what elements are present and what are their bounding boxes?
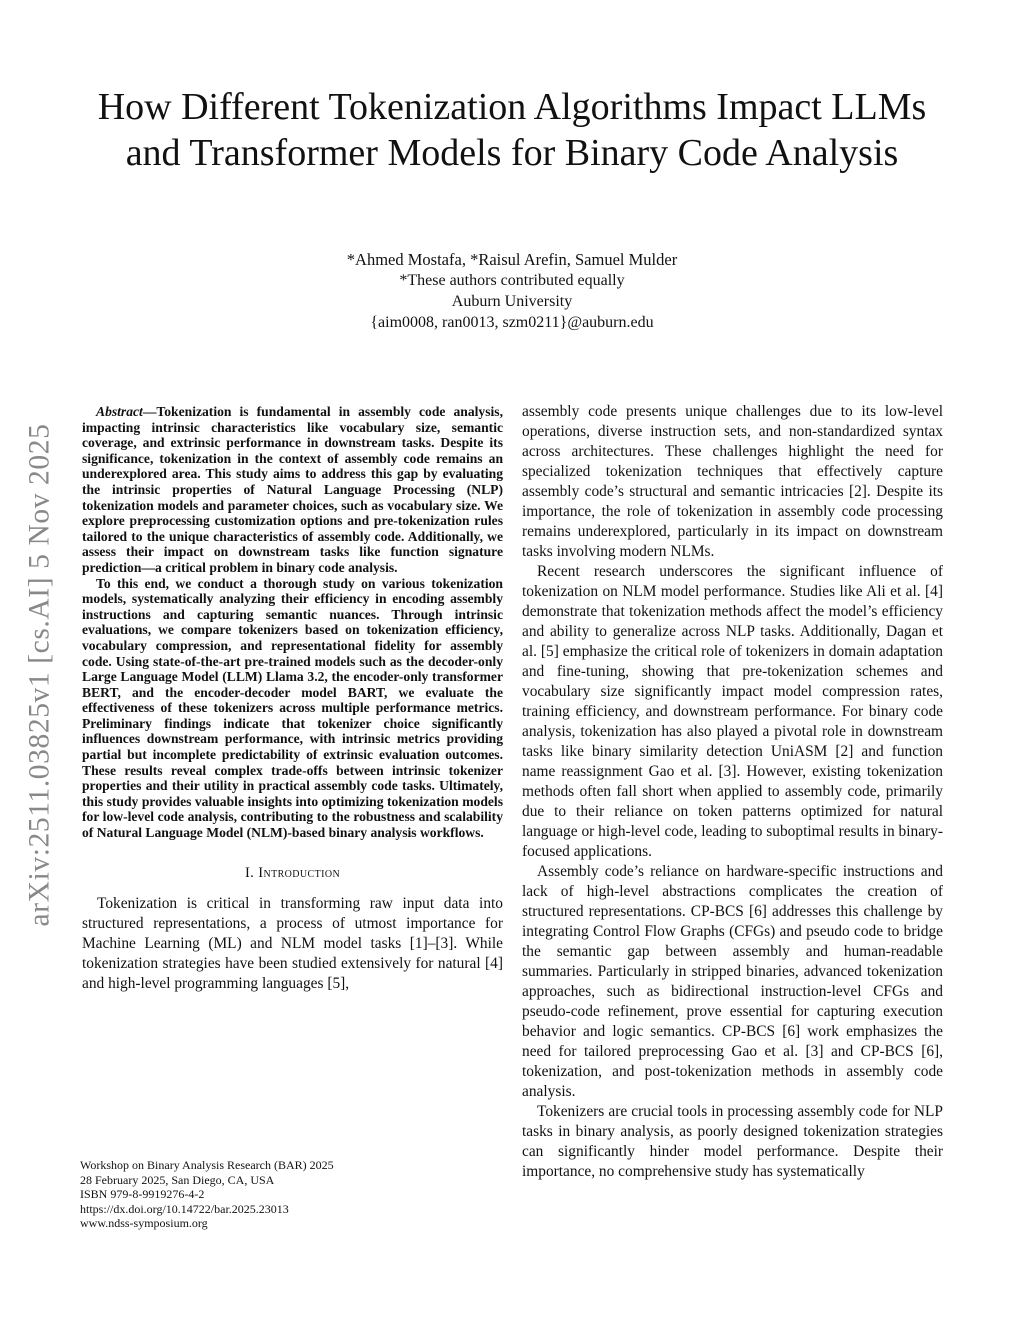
footnote-isbn: ISBN 979-8-9919276-4-2 bbox=[80, 1187, 205, 1202]
author-names: *Ahmed Mostafa, *Raisul Arefin, Samuel Mulder bbox=[346, 250, 678, 269]
footnote-doi: https://dx.doi.org/10.14722/bar.2025.23013 bbox=[80, 1201, 289, 1216]
right-column bbox=[522, 402, 943, 1182]
abstract-text-1: Tokenization is fundamental in assembly code analysis, impacting intrinsic characteristics like vocabulary size, semantic coverage, and extrinsic performance in downstream tasks. Despite its significance, tokenization in the context of assembly code remains an underexplored area. This study aims to address this gap by evaluating the intrinsic properties of Natural Language Processing (NLP) tokenization models and parameter choices, such as vocabulary size. We explore preprocessing customization options and pre-tokenization rules tailored to the unique characteristics of assembly code. Additionally, we assess their impact on downstream tasks like function signature prediction—a critical problem in binary code analysis. bbox=[82, 404, 503, 575]
left-column bbox=[82, 404, 503, 994]
arxiv-identifier-text: arXiv:2511.03825v1 [cs.AI] 5 Nov 2025 bbox=[23, 423, 56, 927]
intro-paragraph-2: Recent research underscores the significant influence of tokenization on NLM model performance. Studies like Ali et al. [4] demonstrate that tokenization methods affect the model’s efficiency and ability to generalize across NLP tasks. Additionally, Dagan et al. [5] emphasize the critical role of tokenizers in domain adaptation and fine-tuning, showing that pre-tokenization schemes and vocabulary size significantly impact model compression rates, training efficiency, and downstream performance. For binary code analysis, tokenization has also played a pivotal role in downstream tasks like binary similarity detection UniASM [2] and function name reassignment Gao et al. [3]. However, existing tokenization methods often fall short when applied to assembly code, primarily due to their reliance on token patterns optimized for natural language or high-level code, leading to suboptimal results in binary-focused applications. bbox=[522, 563, 943, 860]
intro-paragraph-4: Tokenizers are crucial tools in processing assembly code for NLP tasks in binary analysis, as poorly designed tokenization strategies can significantly hinder model performance. Despite their importance, no comprehensive study has systematically bbox=[522, 1103, 943, 1180]
footnote-date-location: 28 February 2025, San Diego, CA, USA bbox=[80, 1172, 275, 1187]
introduction-right bbox=[522, 402, 943, 1182]
introduction-left bbox=[82, 894, 503, 994]
intro-paragraph-1: Tokenization is critical in transforming raw input data into structured representations, a process of utmost importance for Machine Learning (ML) and NLM model tasks [1]–[3]. While tokenization strategies have been studied extensively for natural [4] and high-level programming languages [5], bbox=[82, 894, 503, 992]
intro-paragraph-3: Assembly code’s reliance on hardware-specific instructions and lack of high-level abstractions complicates the creation of structured representations. CP-BCS [6] addresses this challenge by integrating Control Flow Graphs (CFGs) and pseudo code to bridge the semantic gap between assembly and human-readable summaries. Particularly in stripped binaries, advanced tokenization approaches, such as bidirectional instruction-level CFGs and pseudo-code refinement, prove essential for capturing execution behavior and logic semantics. CP-BCS [6] work emphasizes the need for tailored preprocessing Gao et al. [3] and CP-BCS [6], tokenization, and post-tokenization methods in assembly code analysis. bbox=[522, 863, 943, 1100]
abstract-label: Abstract bbox=[96, 404, 143, 419]
abstract-paragraph-1: Abstract—Tokenization is fundamental in assembly code analysis, impacting intrinsic characteristics like vocabulary size, semantic coverage, and extrinsic performance in downstream tasks. Despite its significance, tokenization in the context of assembly code remains an underexplored area. This study aims to address this gap by evaluating the intrinsic properties of Natural Language Processing (NLP) tokenization models and parameter choices, such as vocabulary size. We explore preprocessing customization options and pre-tokenization rules tailored to the unique characteristics of assembly code. Additionally, we assess their impact on downstream tasks like function signature prediction—a critical problem in binary code analysis. bbox=[82, 404, 503, 575]
equal-contribution-note: *These authors contributed equally bbox=[399, 272, 625, 289]
venue-footnote bbox=[80, 1158, 500, 1231]
abstract-paragraph-2: To this end, we conduct a thorough study on various tokenization models, systematically analyzing their efficiency in encoding assembly instructions and capturing semantic nuances. Through intrinsic evaluations, we compare tokenizers based on tokenization efficiency, vocabulary compression, and representational fidelity for assembly code. Using state-of-the-art pre-trained models such as the decoder-only Large Language Model (LLM) Llama 3.2, the encoder-only transformer BERT, and the encoder-decoder model BART, we evaluate the effectiveness of these tokenizers across multiple performance metrics. Preliminary findings indicate that tokenizer choice significantly influences downstream performance, with intrinsic metrics providing partial but incomplete predictability of extrinsic evaluation outcomes. These results reveal complex trade-offs between intrinsic tokenizer properties and their utility in practical assembly code tasks. Ultimately, this study provides valuable insights into optimizing tokenization models for low-level code analysis, contributing to the robustness and scalability of Natural Language Model (NLM)-based binary analysis workflows. bbox=[82, 575, 503, 841]
footnote-website: www.ndss-symposium.org bbox=[80, 1216, 208, 1231]
footnote-workshop: Workshop on Binary Analysis Research (BAR) 2025 bbox=[80, 1158, 334, 1172]
intro-paragraph-1-continued: assembly code presents unique challenges due to its low-level operations, diverse instruction sets, and non-standardized syntax across architectures. These challenges highlight the need for specialized tokenization techniques that effectively capture assembly code’s structural and semantic intricacies [2]. Despite its importance, the role of tokenization in assembly code processing remains underexplored, particularly in its impact on downstream tasks involving modern NLMs. bbox=[522, 403, 943, 560]
abstract bbox=[82, 404, 503, 841]
author-emails: {aim0008, ran0013, szm0211}@auburn.edu bbox=[370, 314, 654, 331]
author-block bbox=[0, 249, 1024, 333]
paper-title: How Different Tokenization Algorithms Impact LLMs and Transformer Models for Binary Code Analysis bbox=[97, 86, 927, 174]
arxiv-identifier bbox=[12, 380, 68, 970]
affiliation: Auburn University bbox=[451, 293, 573, 310]
section-heading-introduction: I. Introduction bbox=[244, 864, 341, 881]
